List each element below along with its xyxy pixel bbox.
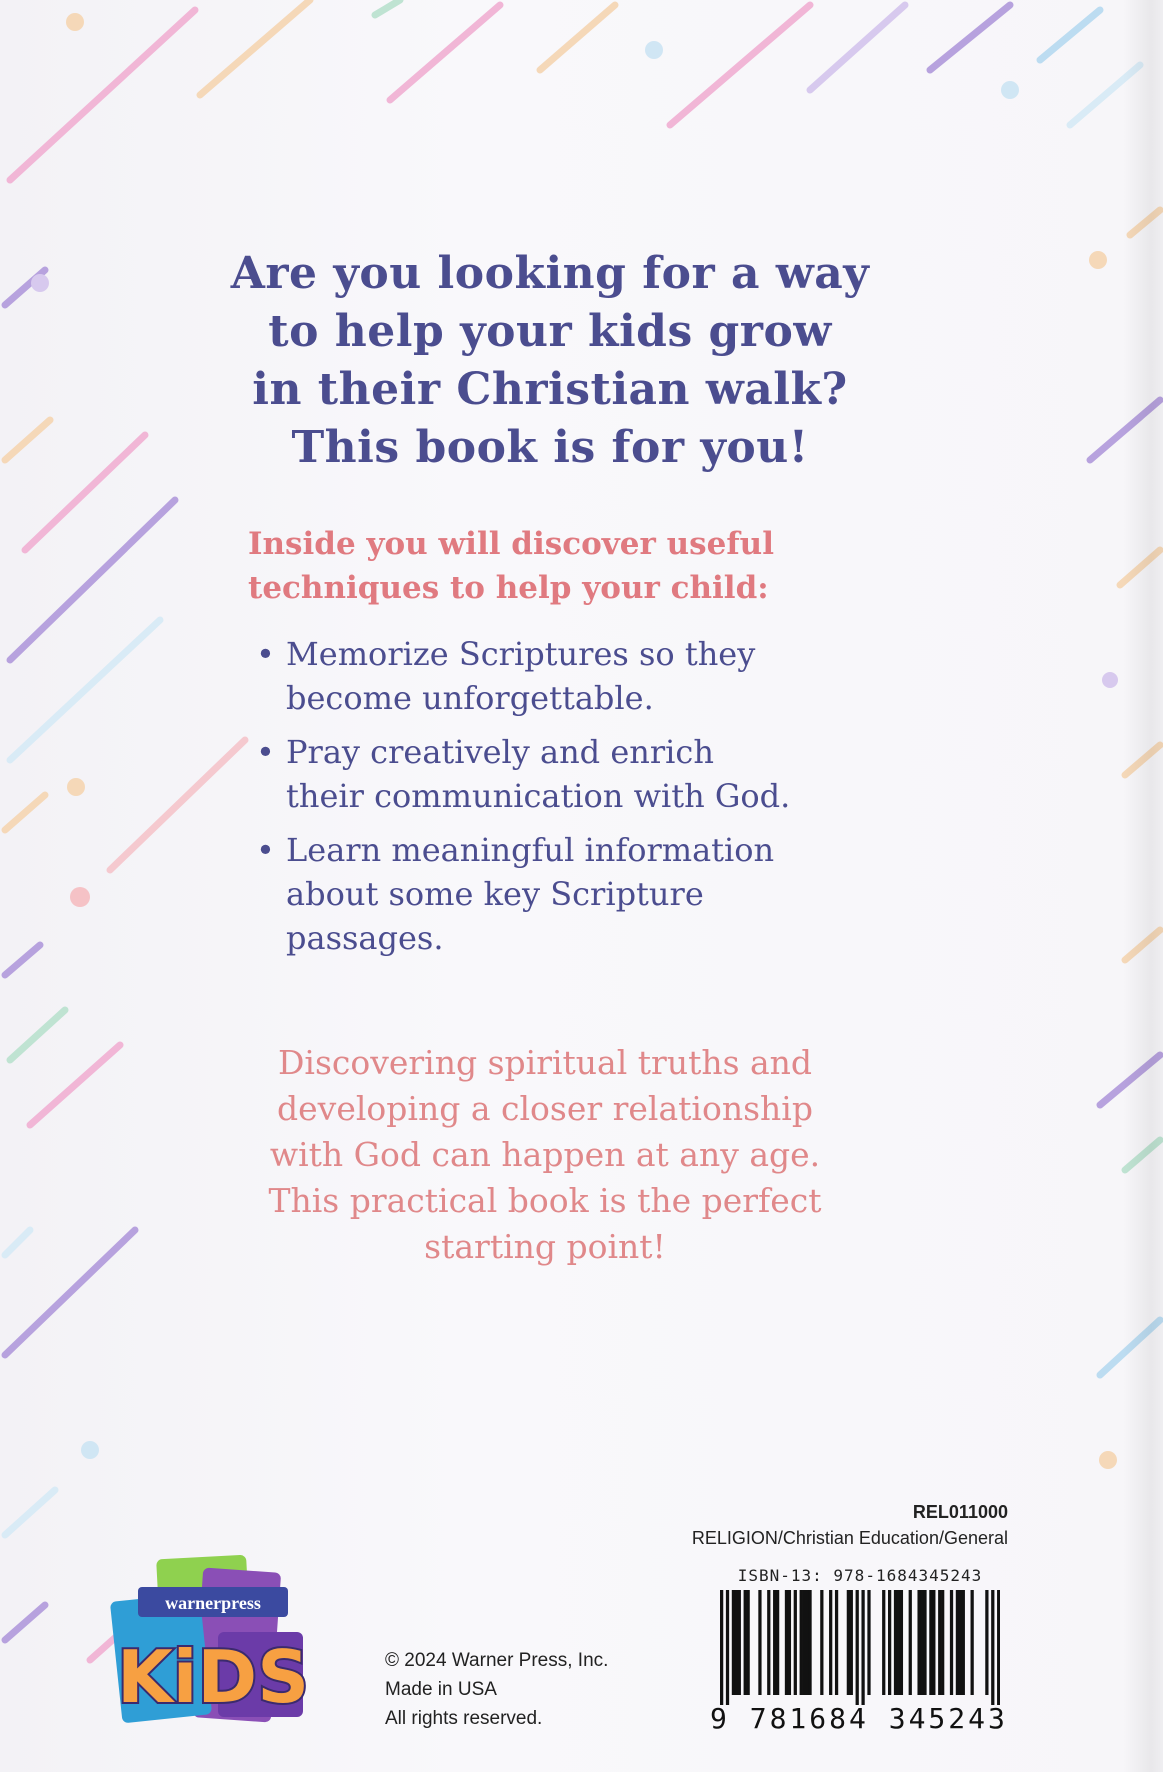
rights-line: All rights reserved.	[385, 1708, 543, 1729]
barcode-bar	[959, 1590, 962, 1695]
barcode-bar	[923, 1590, 926, 1695]
closing-line: starting point!	[424, 1227, 666, 1266]
barcode-bar	[800, 1590, 803, 1695]
barcode-bar	[938, 1590, 941, 1695]
barcode	[710, 1562, 1010, 1735]
barcode-bar	[744, 1590, 747, 1695]
barcode-bar	[788, 1590, 791, 1695]
barcode-bar	[882, 1590, 885, 1695]
barcode-bar	[776, 1590, 779, 1695]
logo-main-text: KiDS	[116, 1635, 310, 1719]
bullet-line: become unforgettable.	[286, 679, 654, 717]
barcode-bar	[991, 1590, 994, 1705]
copyright-line: © 2024 Warner Press, Inc.	[385, 1650, 609, 1671]
bullet-dot: •	[256, 733, 275, 771]
bullet-line: Learn meaningful information	[286, 831, 775, 869]
bullet-item	[256, 730, 916, 818]
barcode-bar	[950, 1590, 953, 1695]
barcode-bar	[738, 1590, 741, 1695]
barcode-bar	[720, 1590, 723, 1705]
warner-press-kids-logo	[98, 1552, 328, 1727]
barcode-bar	[861, 1590, 864, 1705]
barcode-bar	[894, 1590, 897, 1695]
closing-line: developing a closer relationship	[277, 1089, 813, 1128]
barcode-bar	[773, 1590, 776, 1695]
intro-text	[248, 522, 888, 610]
headline-line: to help your kids grow	[268, 306, 832, 357]
copyright-block	[385, 1646, 608, 1733]
bullet-list	[256, 632, 916, 970]
barcode-bar	[985, 1590, 988, 1695]
bullet-line: Memorize Scriptures so they	[286, 635, 756, 673]
barcode-bar	[997, 1590, 1000, 1705]
headline	[140, 245, 960, 477]
headline-line: This book is for you!	[291, 422, 809, 473]
bullet-line: about some key Scripture	[286, 875, 704, 913]
barcode-bar	[758, 1590, 761, 1695]
barcode-bars	[720, 1590, 1000, 1705]
bullet-dot: •	[256, 831, 275, 869]
isbn-label: ISBN-13: 978-1684345243	[737, 1566, 983, 1585]
barcode-digits: 9 781684 345243	[710, 1702, 1008, 1735]
barcode-bar	[932, 1590, 935, 1695]
closing-line: with God can happen at any age.	[269, 1135, 821, 1174]
bullet-line: Pray creatively and enrich	[286, 733, 714, 771]
bullet-dot: •	[256, 635, 275, 673]
headline-line: in their Christian walk?	[252, 364, 848, 415]
barcode-bar	[847, 1590, 850, 1695]
logo-top-text: warnerpress	[165, 1593, 261, 1613]
barcode-bar	[794, 1590, 797, 1695]
intro-line: Inside you will discover useful	[248, 526, 774, 562]
barcode-bar	[829, 1590, 832, 1695]
closing-line: This practical book is the perfect	[268, 1181, 822, 1220]
closing-text	[215, 1040, 875, 1270]
barcode-bar	[803, 1590, 806, 1695]
barcode-bar	[920, 1590, 923, 1695]
barcode-bar	[850, 1590, 853, 1695]
barcode-bar	[808, 1590, 811, 1695]
barcode-bar	[909, 1590, 912, 1695]
barcode-bar	[747, 1590, 750, 1695]
intro-line: techniques to help your child:	[248, 570, 769, 606]
bullet-line: their communication with God.	[286, 777, 791, 815]
category-code: REL011000	[912, 1502, 1008, 1522]
barcode-bar	[867, 1590, 870, 1695]
category-label: RELIGION/Christian Education/General	[691, 1528, 1008, 1548]
barcode-bar	[726, 1590, 729, 1705]
spine-shadow	[1123, 0, 1163, 1772]
barcode-bar	[897, 1590, 900, 1695]
bullet-item	[256, 632, 916, 720]
barcode-bar	[888, 1590, 891, 1695]
barcode-bar	[929, 1590, 932, 1695]
made-in-line: Made in USA	[385, 1679, 497, 1700]
barcode-bar	[856, 1590, 859, 1705]
barcode-bar	[962, 1590, 965, 1695]
headline-line: Are you looking for a way	[230, 248, 870, 299]
barcode-bar	[956, 1590, 959, 1695]
barcode-bar	[900, 1590, 903, 1695]
barcode-bar	[941, 1590, 944, 1695]
bullet-line: passages.	[286, 919, 444, 957]
barcode-bar	[835, 1590, 838, 1695]
closing-line: Discovering spiritual truths and	[277, 1043, 813, 1082]
barcode-bar	[917, 1590, 920, 1695]
barcode-bar	[805, 1590, 808, 1695]
barcode-bar	[735, 1590, 738, 1695]
barcode-bar	[785, 1590, 788, 1695]
barcode-bar	[732, 1590, 735, 1695]
barcode-bar	[767, 1590, 770, 1695]
barcode-bar	[971, 1590, 974, 1695]
bullet-item	[256, 828, 916, 960]
barcode-bar	[820, 1590, 823, 1695]
